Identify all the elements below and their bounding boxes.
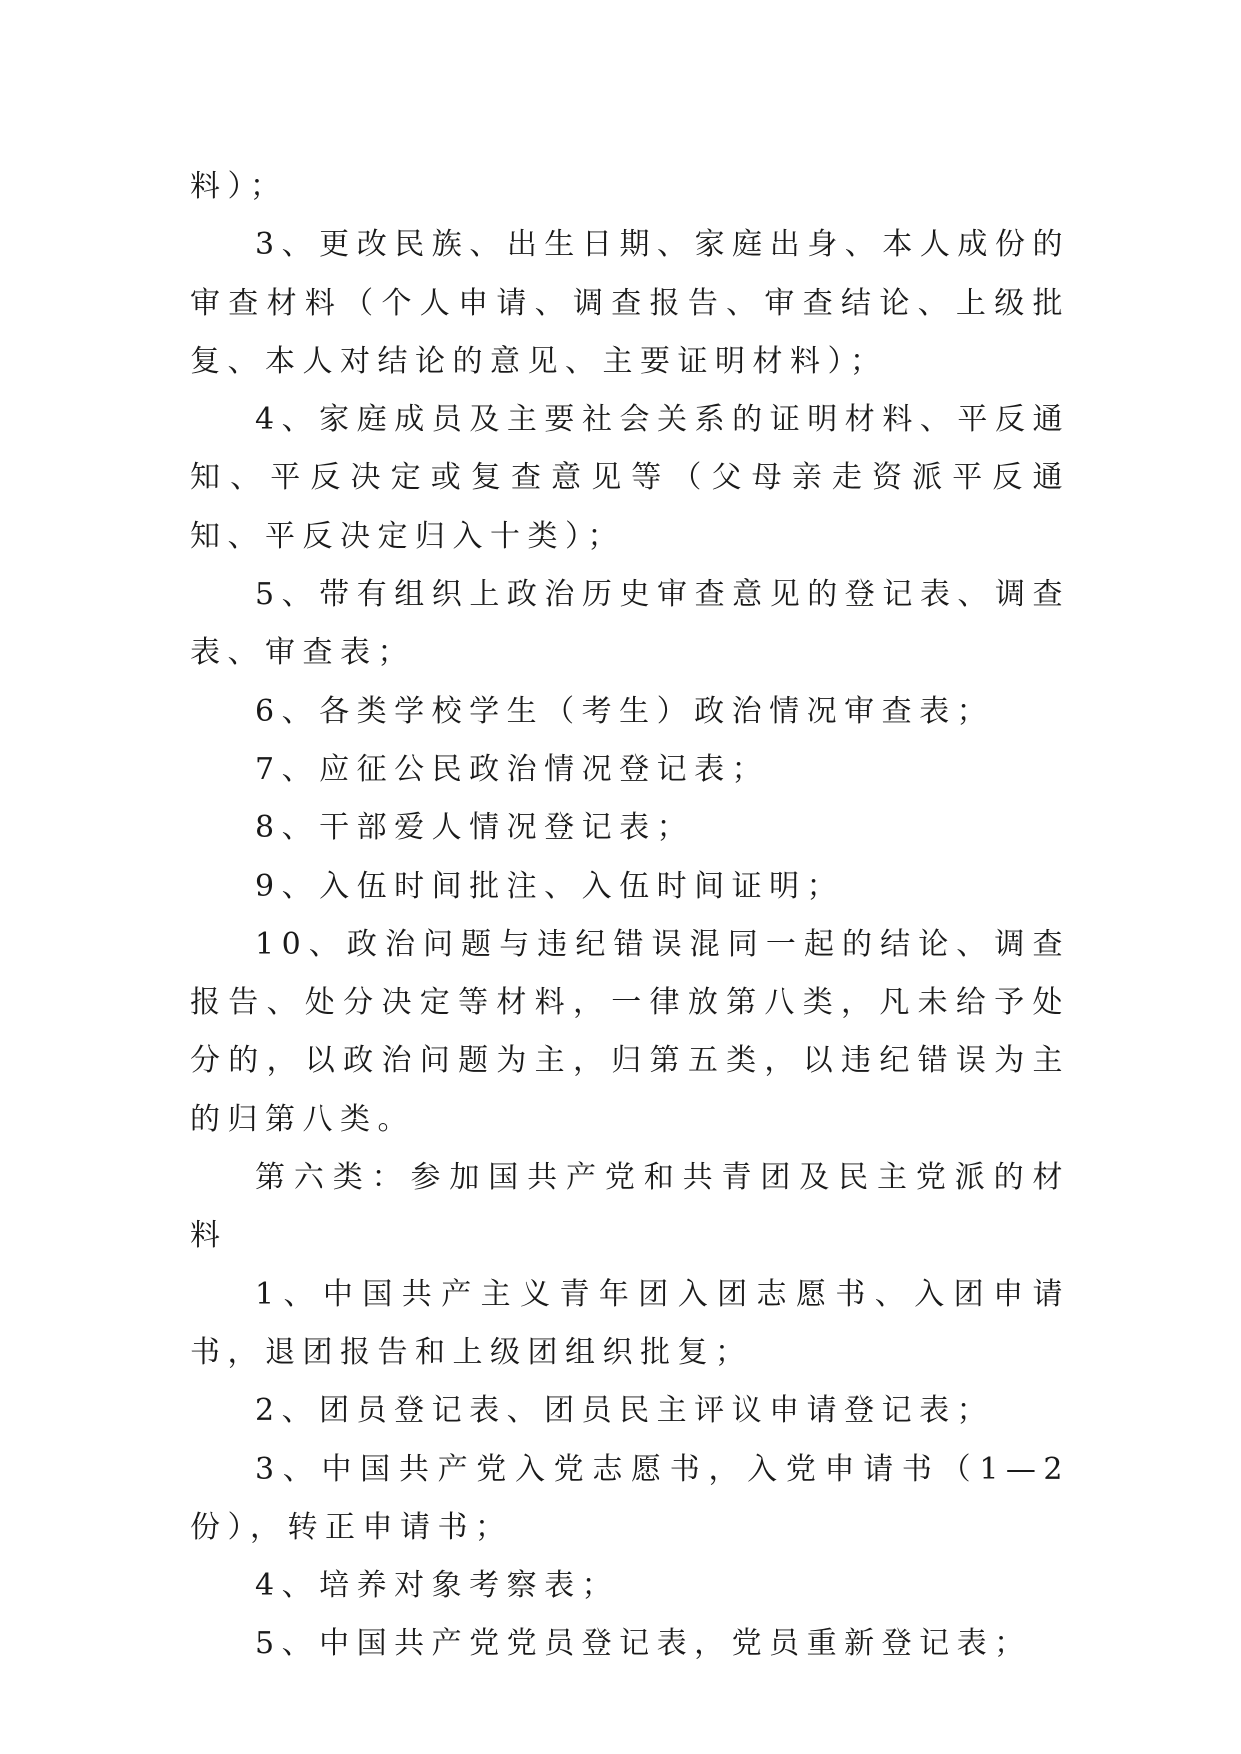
section-heading-category-6: 第六类：参加国共产党和共青团及民主党派的材料 (190, 1160, 1070, 1254)
paragraph-4: 5、带有组织上政治历史审查意见的登记表、调查表、审查表； (190, 577, 1070, 671)
paragraph-9: 10、政治问题与违纪错误混同一起的结论、调查报告、处分决定等材料，一律放第八类，凡未给予处分的，以政治问题为主，归第五类，以违纪错误为主的归第八类。 (190, 926, 1070, 1137)
paragraph-13: 4、培养对象考察表； (255, 1568, 620, 1604)
paragraph-3: 4、家庭成员及主要社会关系的证明材料、平反通知、平反决定或复查意见等（父母亲走资派平反通知、平反决定归入十类）； (190, 402, 1070, 554)
paragraph-8: 9、入伍时间批注、入伍时间证明； (255, 868, 845, 904)
paragraph-14: 5、中国共产党党员登记表，党员重新登记表； (255, 1626, 1032, 1662)
document-body (190, 158, 1070, 1674)
paragraph-10: 1、中国共产主义青年团入团志愿书、入团申请书，退团报告和上级团组织批复； (190, 1276, 1070, 1370)
paragraph-7: 8、干部爱人情况登记表； (255, 810, 695, 846)
paragraph-12: 3、中国共产党入党志愿书，入党申请书（1—2份），转正申请书； (190, 1451, 1070, 1545)
paragraph-11: 2、团员登记表、团员民主评议申请登记表； (255, 1393, 995, 1429)
paragraph-5: 6、各类学校学生（考生）政治情况审查表； (255, 693, 995, 729)
paragraph-1: 料）； (190, 169, 288, 204)
paragraph-2: 3、更改民族、出生日期、家庭出身、本人成份的审查材料（个人申请、调查报告、审查结论、上级批复、本人对结论的意见、主要证明材料）； (190, 227, 1070, 379)
paragraph-6: 7、应征公民政治情况登记表； (255, 751, 770, 787)
